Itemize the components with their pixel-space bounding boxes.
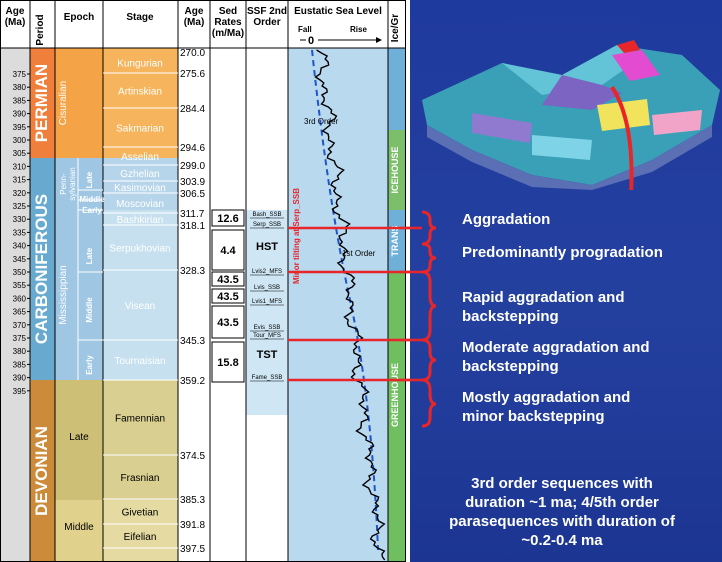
boundary-age-label: 284.4 [180,104,206,115]
left-age-tick: 390 [12,373,26,383]
left-age-tick: 340 [12,241,26,251]
icegr-header: Ice/Gr [390,13,401,43]
icehouse-label: ICEHOUSE [390,146,400,194]
ssf-label-evis: Evis_SSB [253,325,281,331]
ssf-label-bash: Bash_SSB [252,212,282,218]
tilting-label: Minor tilting at Serp_SSB [292,187,301,284]
ssf-label-tst: TST [256,349,278,361]
stage-label: Moscovian [116,199,164,210]
left-age-tick: 305 [12,149,26,159]
left-age-tick: 375 [12,70,26,79]
first-order-label: 1st Order [342,249,376,258]
boundary-age-label: 385.3 [180,495,206,506]
bracket-progradation [422,244,436,272]
boundary-age-label: 299.0 [180,161,206,172]
stage-label: Sakmarian [116,123,164,135]
epoch-label: Late [69,432,89,443]
left-age-tick: 390 [12,109,26,119]
stage-label: Kasimovian [114,183,166,194]
epoch-label: Mississippian [58,265,69,325]
ssf-label-hst: HST [256,241,278,253]
left-age-tick: 370 [12,320,26,330]
sub-epoch-label: Early [82,206,102,215]
boundary-age-label: 374.5 [180,451,206,462]
boundary-age-label: 306.5 [180,189,206,200]
age-right-header: Age (Ma) [183,6,205,28]
left-age-tick: 375 [12,334,26,343]
fall-label: Fall [298,25,312,34]
annotation-mostly-aggradation: Mostly aggradation and minor backstepping [462,389,631,425]
ssf-label-tour: Tour_MFS [253,333,281,339]
stage-label: Eifelian [123,532,157,543]
stage-label: Artinskian [118,86,162,98]
age-right-column [178,48,210,562]
left-age-tick: 395 [12,122,26,132]
boundary-age-label: 359.2 [180,376,206,387]
annotation-rapid-aggradation: Rapid aggradation and backstepping [462,289,625,325]
stage-label: Visean [124,301,156,312]
epoch-label: Penn-sylvanian [59,167,77,201]
rise-label: Rise [350,25,367,34]
ssf-label-lvis1: Lvis1_MFS [251,299,283,305]
ssf-label-fame: Fame_SSB [251,375,283,381]
boundary-age-label: 328.3 [180,266,206,277]
ssf-header: SSF 2nd Order [246,6,288,28]
age-left-header-line1: Age (Ma) [4,6,26,28]
boundary-age-label: 391.8 [180,520,206,531]
left-age-tick: 385 [12,96,26,106]
epoch-label: Cisuralian [58,80,69,126]
left-age-tick: 310 [12,162,26,172]
stage-label: Kungurian [117,58,163,70]
zero-label: 0 [308,35,315,47]
stage-label: Asselian [121,152,159,163]
left-age-tick: 325 [12,202,26,211]
bracket-moderate [422,340,436,380]
annotation-progradation: Predominantly progradation [462,244,663,261]
boundary-age-label: 397.5 [180,544,206,555]
bracket-aggradation [422,212,436,244]
stages-miss-box [103,210,178,380]
epoch-header: Epoch [63,12,95,23]
left-age-tick: 365 [12,307,26,317]
sed-rate-value: 4.4 [220,245,236,257]
left-age-tick: 315 [12,175,26,185]
stage-label: Givetian [121,507,159,519]
left-age-tick: 345 [12,254,26,264]
period-label: CARBONIFEROUS [32,193,51,345]
boundary-age-label: 270.0 [180,48,206,59]
stage-header: Stage [126,12,154,23]
eustatic-header: Eustatic Sea Level [294,6,382,17]
sed-rate-value: 12.6 [217,213,239,225]
period-header: Period [35,14,46,46]
left-age-tick: 320 [12,188,26,198]
sed-rate-value: 43.5 [217,317,239,329]
stage-label: Bashkirian [116,215,164,226]
left-age-tick: 350 [12,268,26,277]
boundary-age-label: 303.9 [180,177,206,188]
ssf-label-lvis: Lvis_SSB [253,285,281,291]
boundary-age-label: 311.7 [180,209,205,220]
left-age-tick: 355 [12,281,26,291]
left-age-tick: 335 [12,228,26,238]
stage-label: Famennian [114,413,166,425]
left-age-tick: 360 [12,294,26,304]
stage-label: Tournaisian [114,356,166,367]
left-age-tick: 300 [12,136,26,145]
sed-rate-value: 43.5 [217,291,239,303]
period-label: PERMIAN [32,63,51,143]
right-brackets [400,0,460,562]
left-age-tick: 380 [12,83,26,93]
trans-label: TRANS [390,225,400,257]
epoch-label: Middle [64,522,94,533]
annotation-moderate-aggradation: Moderate aggradation and backstepping [462,339,650,375]
annotation-aggradation: Aggradation [462,211,551,228]
sed-rates-column [210,48,246,562]
bracket-mostly [422,380,436,426]
sed-rates-header: Sed Rates (m/Ma) [211,6,245,39]
sub-epoch-label: Middle [79,195,105,204]
period-label: DEVONIAN [32,426,51,516]
sed-rate-value: 43.5 [217,274,239,286]
boundary-age-label: 275.6 [180,69,206,80]
greenhouse-label: GREENHOUSE [390,362,400,428]
left-age-tick: 385 [12,360,26,370]
sub-epoch-label: Late [85,247,94,265]
boundary-age-label: 318.1 [180,221,206,232]
ssf-label-serp: Serp_SSB [252,222,282,228]
boundary-age-label: 294.6 [180,143,206,154]
left-age-tick: 380 [12,347,26,357]
left-age-tick: 395 [12,386,26,396]
summary-text: 3rd order sequences with duration ~1 ma; 4/5th order parasequences with duration of ~0.2-0.4 ma [449,475,675,549]
sub-epoch-label: Middle [85,297,94,323]
ssf-label-lvis2: Lvis2_MFS [251,269,283,275]
stage-label: Gzhelian [120,169,160,180]
boundary-age-label: 345.3 [180,336,206,347]
sub-epoch-label: Late [85,171,94,189]
left-age-tick: 330 [12,215,26,225]
bracket-rapid [422,272,436,340]
third-order-label: 3rd Order [304,117,339,126]
stage-label: Serpukhovian [109,243,171,255]
sub-epoch-label: Early [85,355,94,375]
stage-label: Frasnian [120,473,160,484]
sed-rate-value: 15.8 [217,357,239,369]
